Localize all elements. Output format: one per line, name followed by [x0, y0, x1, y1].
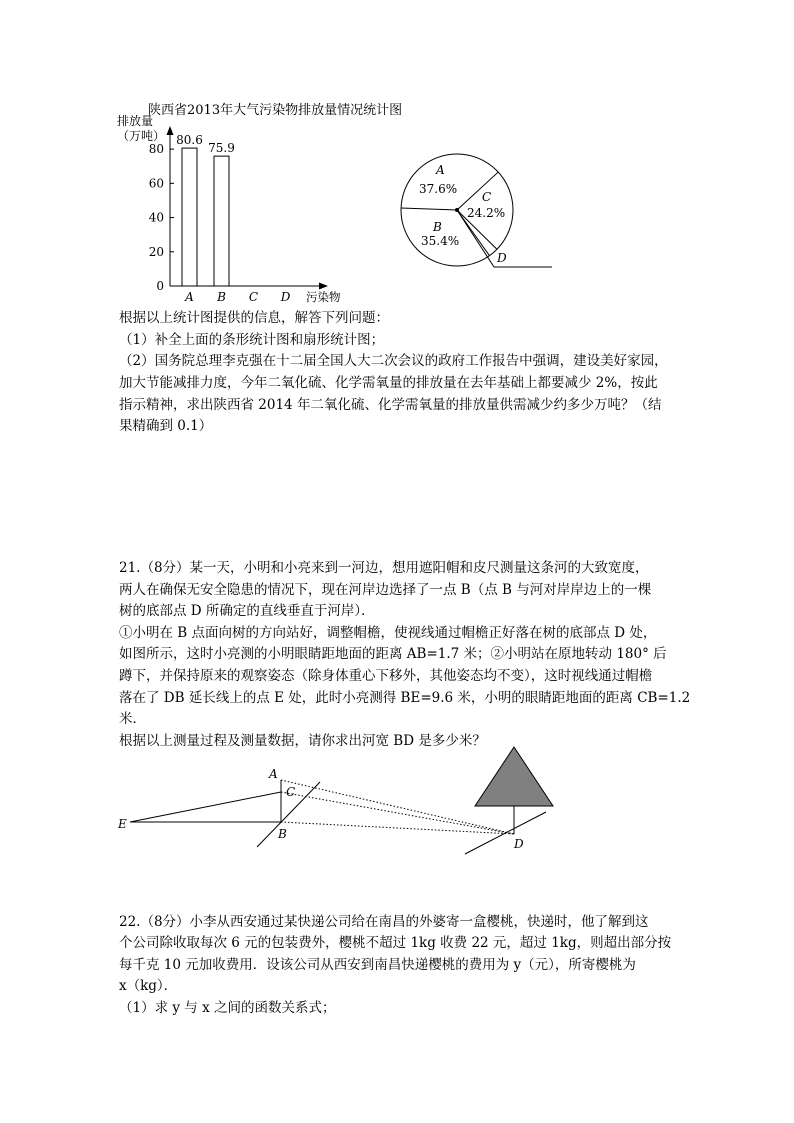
- pie-label-C: C: [482, 190, 492, 204]
- x-tick-label-B: B: [217, 290, 226, 304]
- pie-percent-C: 24.2%: [467, 206, 506, 220]
- q21-line6: 蹲下，并保持原来的观察姿态（除身体重心下移外，其他姿态均不变），这时视线通过帽檐: [119, 668, 653, 684]
- bar-value-label-A: 80.6: [176, 133, 203, 148]
- q21-line9: 根据以上测量过程及测量数据，请你求出河宽 BD 是多少米？: [119, 733, 486, 749]
- line-e-c: [130, 792, 281, 822]
- bar-chart: [115, 112, 360, 307]
- bar-B: [214, 156, 229, 286]
- q21-line8: 米．: [119, 711, 146, 727]
- x-tick-label-D: D: [280, 290, 291, 304]
- q22-line1: 22.（8分）小李从西安通过某快递公司给在南昌的外婆寄一盒樱桃，快递时，他了解到这: [119, 914, 649, 930]
- q21-line3: 树的底部点 D 所确定的直线垂直于河岸）．: [119, 603, 375, 619]
- line-b-d-dotted: [281, 822, 514, 834]
- q20-intro: 根据以上统计图提供的信息，解答下列问题：: [119, 310, 389, 326]
- q22-line5: （1）求 y 与 x 之间的函数关系式；: [119, 1000, 336, 1016]
- line-a-d-dotted: [281, 780, 514, 834]
- x-tick-label-C: C: [248, 290, 259, 304]
- point-label-a: A: [269, 767, 278, 781]
- point-label-d: D: [514, 837, 524, 851]
- q20-part2-line2: 加大节能减排力度，今年二氧化硫、化学需氧量的排放量在去年基础上都要减少 2%，按此: [119, 375, 658, 391]
- bar-A: [182, 148, 197, 286]
- q22-line3: 每千克 10 元加收费用．设该公司从西安到南昌快递樱桃的费用为 y（元），所寄樱桃为: [119, 957, 636, 973]
- y-tick-label-60: 60: [148, 176, 164, 191]
- q21-line7: 落在了 DB 延长线上的点 E 处，此时小亮测得 BE=9.6 米，小明的眼睛距地面的距离 CB=1.2: [119, 690, 691, 706]
- q21-line2: 两人在确保无安全隐患的情况下，现在河岸边选择了一点 B（点 B 与河对岸岸边上的一棵: [119, 582, 652, 598]
- chart-title: 陕西省2013年大气污染物排放量情况统计图: [148, 103, 403, 118]
- pie-chart: [390, 145, 560, 275]
- y-axis-arrow: [167, 126, 174, 135]
- pie-percent-A: 37.6%: [419, 182, 458, 196]
- q20-part2-line1: （2）国务院总理李克强在十二届全国人大二次会议的政府工作报告中强调，建设美好家园，: [119, 353, 668, 369]
- y-tick-label-80: 80: [148, 142, 164, 157]
- q21-line4: ①小明在 B 点面向树的方向站好，调整帽檐，使视线通过帽檐正好落在树的底部点 D 处，: [119, 625, 657, 641]
- q21-line5: 如图所示，这时小亮测的小明眼睛距地面的距离 AB=1.7 米；②小明站在原地转动 180° 后: [119, 646, 667, 662]
- point-label-c: C: [286, 785, 296, 799]
- x-axis-label: 污染物: [306, 290, 341, 304]
- q20-part2-line4: 果精确到 0.1）: [119, 418, 213, 434]
- x-axis-arrow: [319, 283, 328, 290]
- y-tick-label-20: 20: [148, 244, 164, 259]
- y-axis-label-line1: 排放量: [117, 114, 154, 128]
- pie-label-A: A: [436, 163, 445, 177]
- q21-line1: 21.（8分）某一天，小明和小亮来到一河边，想用遮阳帽和皮尺测量这条河的大致宽度，: [119, 560, 649, 576]
- point-label-e: E: [118, 817, 127, 831]
- y-tick-label-0: 0: [156, 279, 164, 293]
- pie-divider-0: [401, 208, 457, 210]
- tree-crown: [475, 747, 553, 806]
- pie-label-B: B: [433, 220, 442, 234]
- point-label-b: B: [278, 827, 287, 841]
- pie-divider-1: [457, 172, 498, 210]
- bar-value-label-B: 75.9: [208, 141, 235, 156]
- q20-part2-line3: 指示精神，求出陕西省 2014 年二氧化硫、化学需氧量的排放量供需减少约多少万吨？（结: [119, 397, 662, 413]
- river-diagram: [110, 742, 560, 857]
- q22-line2: 个公司除收取每次 6 元的包装费外，樱桃不超过 1kg 收费 22 元，超过 1kg，则超出部分按: [119, 935, 672, 951]
- x-tick-label-A: A: [185, 290, 194, 304]
- q20-part1: （1）补全上面的条形统计图和扇形统计图；: [119, 332, 385, 348]
- far-bank-line: [465, 812, 546, 854]
- pie-label-D: D: [497, 251, 507, 265]
- q22-line4: x（kg）．: [119, 978, 178, 994]
- y-tick-label-40: 40: [148, 210, 164, 225]
- y-axis-label-line2: （万吨）: [117, 129, 166, 143]
- pie-percent-B: 35.4%: [421, 234, 460, 248]
